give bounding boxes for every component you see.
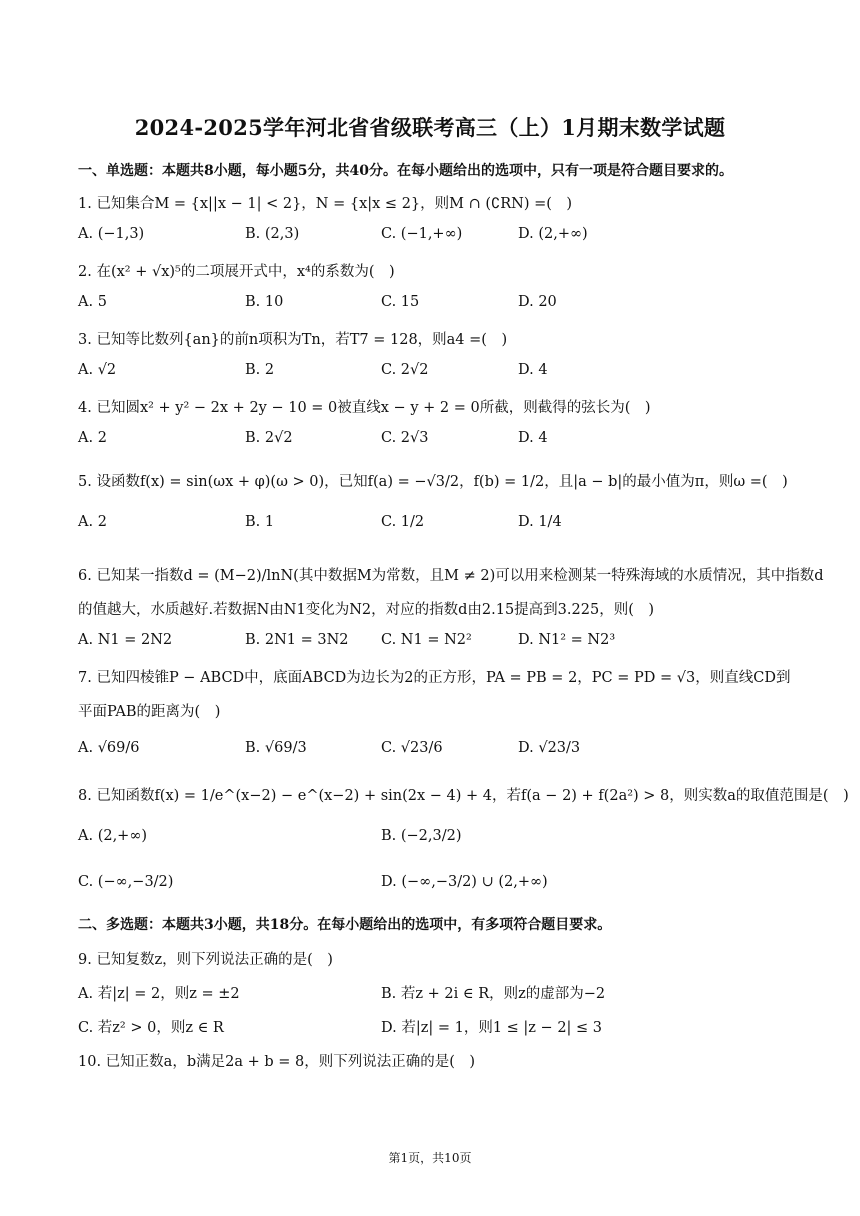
q8-option-d: D. (−∞,−3/2) ∪ (2,+∞)	[381, 874, 548, 890]
q8-option-b: B. (−2,3/2)	[381, 828, 462, 844]
q2-option-b: B. 10	[245, 294, 284, 310]
q1-option-a: A. (−1,3)	[78, 226, 145, 242]
question-10-stem: 10. 已知正数a，b满足2a + b = 8，则下列说法正确的是( )	[78, 1054, 476, 1070]
section-single-choice: 一、单选题：本题共8小题，每小题5分，共40分。在每小题给出的选项中，只有一项是符合题目要求的。	[78, 163, 733, 179]
question-1-stem: 1. 已知集合M = {x||x − 1| < 2}，N = {x|x ≤ 2}，则M ∩ (∁RN) =( )	[78, 196, 573, 212]
q1-option-b: B. (2,3)	[245, 226, 300, 242]
q3-option-a: A. √2	[78, 362, 117, 378]
q1-option-c: C. (−1,+∞)	[381, 226, 463, 242]
q7-option-b: B. √69/3	[245, 740, 307, 756]
section-multiple-choice: 二、多选题：本题共3小题，共18分。在每小题给出的选项中，有多项符合题目要求。	[78, 917, 612, 933]
q7-option-d: D. √23/3	[518, 740, 581, 756]
q5-option-a: A. 2	[78, 514, 107, 530]
question-5-stem: 5. 设函数f(x) = sin(ωx + φ)(ω > 0)，已知f(a) = −√3/2，f(b) = 1/2，且|a − b|的最小值为π，则ω =( )	[78, 474, 788, 490]
q2-option-a: A. 5	[78, 294, 107, 310]
q6-option-d: D. N1² = N2³	[518, 632, 616, 648]
q9-option-a: A. 若|z| = 2，则z = ±2	[78, 986, 240, 1002]
question-6-stem-cont: 的值越大，水质越好.若数据N由N1变化为N2，对应的指数d由2.15提高到3.225，则( )	[78, 602, 655, 618]
q8-option-c: C. (−∞,−3/2)	[78, 874, 174, 890]
q4-option-d: D. 4	[518, 430, 548, 446]
q6-option-b: B. 2N1 = 3N2	[245, 632, 349, 648]
question-7-stem-cont: 平面PAB的距离为( )	[78, 704, 221, 720]
q3-option-c: C. 2√2	[381, 362, 429, 378]
q9-option-c: C. 若z² > 0，则z ∈ R	[78, 1020, 224, 1036]
q7-option-a: A. √69/6	[78, 740, 140, 756]
q1-option-d: D. (2,+∞)	[518, 226, 588, 242]
question-9-stem: 9. 已知复数z，则下列说法正确的是( )	[78, 952, 333, 968]
q5-option-b: B. 1	[245, 514, 275, 530]
question-4-stem: 4. 已知圆x² + y² − 2x + 2y − 10 = 0被直线x − y + 2 = 0所截，则截得的弦长为( )	[78, 400, 651, 416]
q6-option-c: C. N1 = N2²	[381, 632, 472, 648]
q4-option-c: C. 2√3	[381, 430, 429, 446]
question-2-stem: 2. 在(x² + √x)⁵的二项展开式中，x⁴的系数为( )	[78, 264, 395, 280]
q4-option-b: B. 2√2	[245, 430, 293, 446]
q9-option-b: B. 若z + 2i ∈ R，则z的虚部为−2	[381, 986, 606, 1002]
q6-option-a: A. N1 = 2N2	[78, 632, 173, 648]
page-footer: 第1页，共10页	[388, 1151, 472, 1165]
question-6-stem: 6. 已知某一指数d = (M−2)/lnN(其中数据M为常数，且M ≠ 2)可以用来检测某一特殊海域的水质情况，其中指数d	[78, 568, 824, 584]
q8-option-a: A. (2,+∞)	[78, 828, 148, 844]
question-7-stem: 7. 已知四棱锥P − ABCD中，底面ABCD为边长为2的正方形，PA = PB = 2，PC = PD = √3，则直线CD到	[78, 670, 791, 686]
q3-option-b: B. 2	[245, 362, 275, 378]
q2-option-d: D. 20	[518, 294, 557, 310]
q3-option-d: D. 4	[518, 362, 548, 378]
q5-option-d: D. 1/4	[518, 514, 562, 530]
question-8-stem: 8. 已知函数f(x) = 1/e^(x−2) − e^(x−2) + sin(2x − 4) + 4，若f(a − 2) + f(2a²) > 8，则实数a的取值范围是( )	[78, 788, 849, 804]
q2-option-c: C. 15	[381, 294, 420, 310]
q7-option-c: C. √23/6	[381, 740, 443, 756]
page-title: 2024-2025学年河北省省级联考高三（上）1月期末数学试题	[134, 115, 726, 140]
q9-option-d: D. 若|z| = 1，则1 ≤ |z − 2| ≤ 3	[381, 1020, 603, 1036]
q4-option-a: A. 2	[78, 430, 107, 446]
question-3-stem: 3. 已知等比数列{an}的前n项积为Tn，若T7 = 128，则a4 =( )	[78, 332, 508, 348]
q5-option-c: C. 1/2	[381, 514, 425, 530]
